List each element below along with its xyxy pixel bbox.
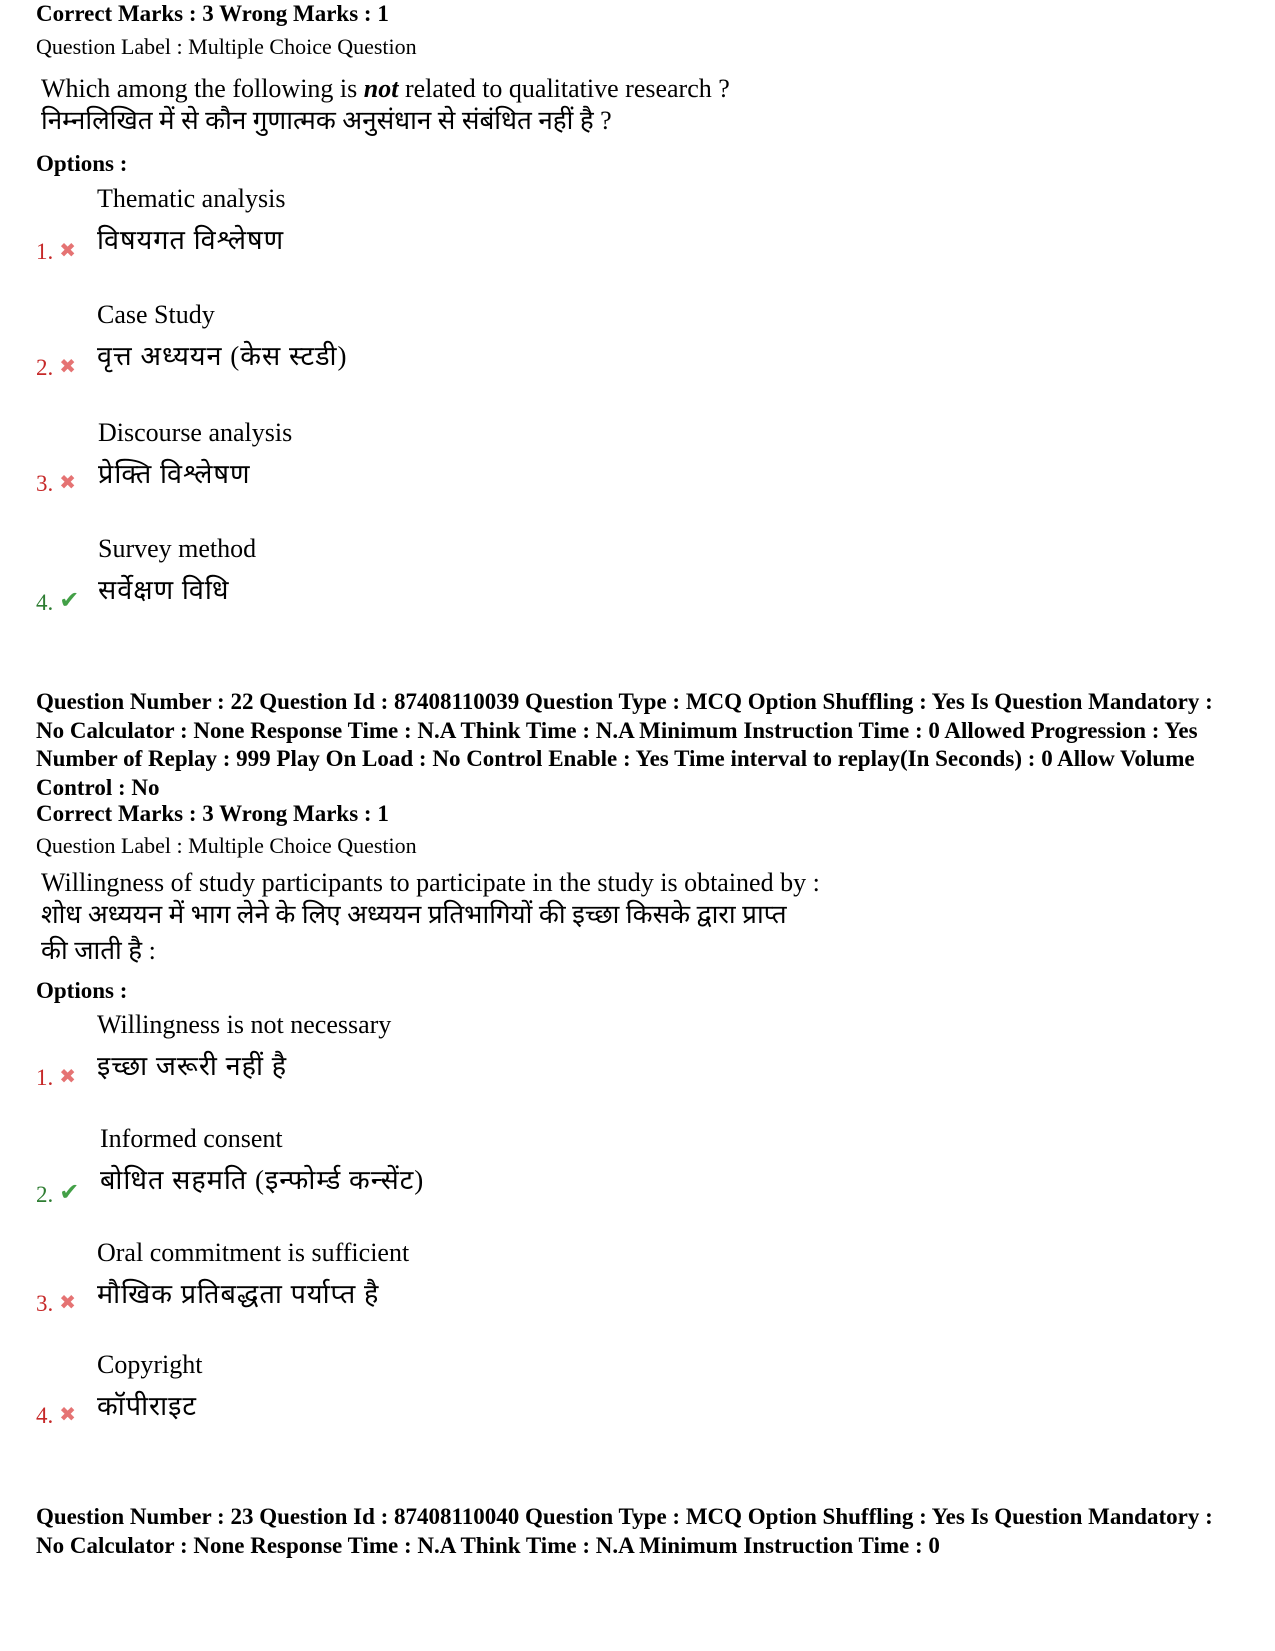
option-1-text-en: Thematic analysis: [97, 184, 286, 213]
question-label: Question Label : Multiple Choice Question: [36, 34, 417, 59]
option-1-number: 1. ✖: [36, 1065, 77, 1090]
check-icon: ✔: [59, 1180, 80, 1206]
options-label: Options :: [36, 151, 128, 176]
option-3-text-hi: प्रेक्ति विश्लेषण: [98, 459, 251, 489]
cross-icon: ✖: [59, 1066, 77, 1088]
option-1-number: 1. ✖: [36, 239, 77, 264]
cross-icon: ✖: [59, 1292, 77, 1314]
option-2-number: 2. ✔: [36, 1180, 80, 1207]
cross-icon: ✖: [59, 1404, 77, 1426]
cross-icon: ✖: [59, 240, 77, 262]
option-4-text-en: Survey method: [98, 534, 257, 563]
options-label: Options :: [36, 978, 128, 1003]
option-1-text-hi: इच्छा जरूरी नहीं है: [97, 1051, 288, 1081]
option-2-number: 2. ✖: [36, 355, 77, 380]
option-2-text-hi: वृत्त अध्ययन (केस स्टडी): [97, 341, 348, 371]
check-icon: ✔: [59, 588, 80, 614]
question-text-en: Willingness of study participants to participate in the study is obtained by :: [41, 868, 820, 897]
option-3-number: 3. ✖: [36, 471, 77, 496]
option-4-number: 4. ✔: [36, 588, 80, 615]
question-text-hi-line-1: शोध अध्ययन में भाग लेने के लिए अध्ययन प्रतिभागियों की इच्छा किसके द्वारा प्राप्त: [41, 900, 787, 929]
option-1-text-hi: विषयगत विश्लेषण: [97, 225, 285, 255]
option-2-text-en: Informed consent: [100, 1124, 283, 1153]
correct-wrong-marks: Correct Marks : 3 Wrong Marks : 1: [36, 1, 389, 26]
option-1-text-en: Willingness is not necessary: [97, 1010, 392, 1039]
question-23-metadata: Question Number : 23 Question Id : 87408110040 Question Type : MCQ Option Shuffling : Yes Is Question Mandatory : No Calculator : None Response Time : N.A Think Time : N.A Minimum Instruction Time : 0: [36, 1504, 1213, 1558]
correct-wrong-marks: Correct Marks : 3 Wrong Marks : 1: [36, 801, 389, 826]
option-4-number: 4. ✖: [36, 1403, 77, 1428]
option-4-text-en: Copyright: [97, 1350, 203, 1379]
option-4-text-hi: कॉपीराइट: [97, 1391, 197, 1421]
question-label: Question Label : Multiple Choice Question: [36, 833, 417, 858]
option-3-text-en: Discourse analysis: [98, 418, 293, 447]
question-text-hi-line-2: की जाती है :: [41, 936, 156, 965]
question-text-hi: निम्नलिखित में से कौन गुणात्मक अनुसंधान से संबंधित नहीं है ?: [41, 106, 612, 135]
option-3-text-hi: मौखिक प्रतिबद्धता पर्याप्त है: [97, 1279, 380, 1309]
option-4-text-hi: सर्वेक्षण विधि: [98, 575, 230, 605]
option-3-text-en: Oral commitment is sufficient: [97, 1238, 410, 1267]
option-2-text-en: Case Study: [97, 300, 215, 329]
question-22-metadata: Question Number : 22 Question Id : 87408110039 Question Type : MCQ Option Shuffling : Yes Is Question Mandatory : No Calculator : None Response Time : N.A Think Time : N.A Minimum Instruction Time : 0 Allowed Progression : Yes Number of Replay : 999 Play On Load : No Control Enable : Yes Time interval to replay(In Seconds) : 0 Allow Volume Control : No: [36, 689, 1213, 800]
cross-icon: ✖: [59, 356, 77, 378]
cross-icon: ✖: [59, 472, 77, 494]
option-3-number: 3. ✖: [36, 1291, 77, 1316]
question-text-en: Which among the following is not related to qualitative research ?: [41, 74, 730, 103]
option-2-text-hi: बोधित सहमति (इन्फोर्म्ड कन्सेंट): [100, 1165, 425, 1195]
